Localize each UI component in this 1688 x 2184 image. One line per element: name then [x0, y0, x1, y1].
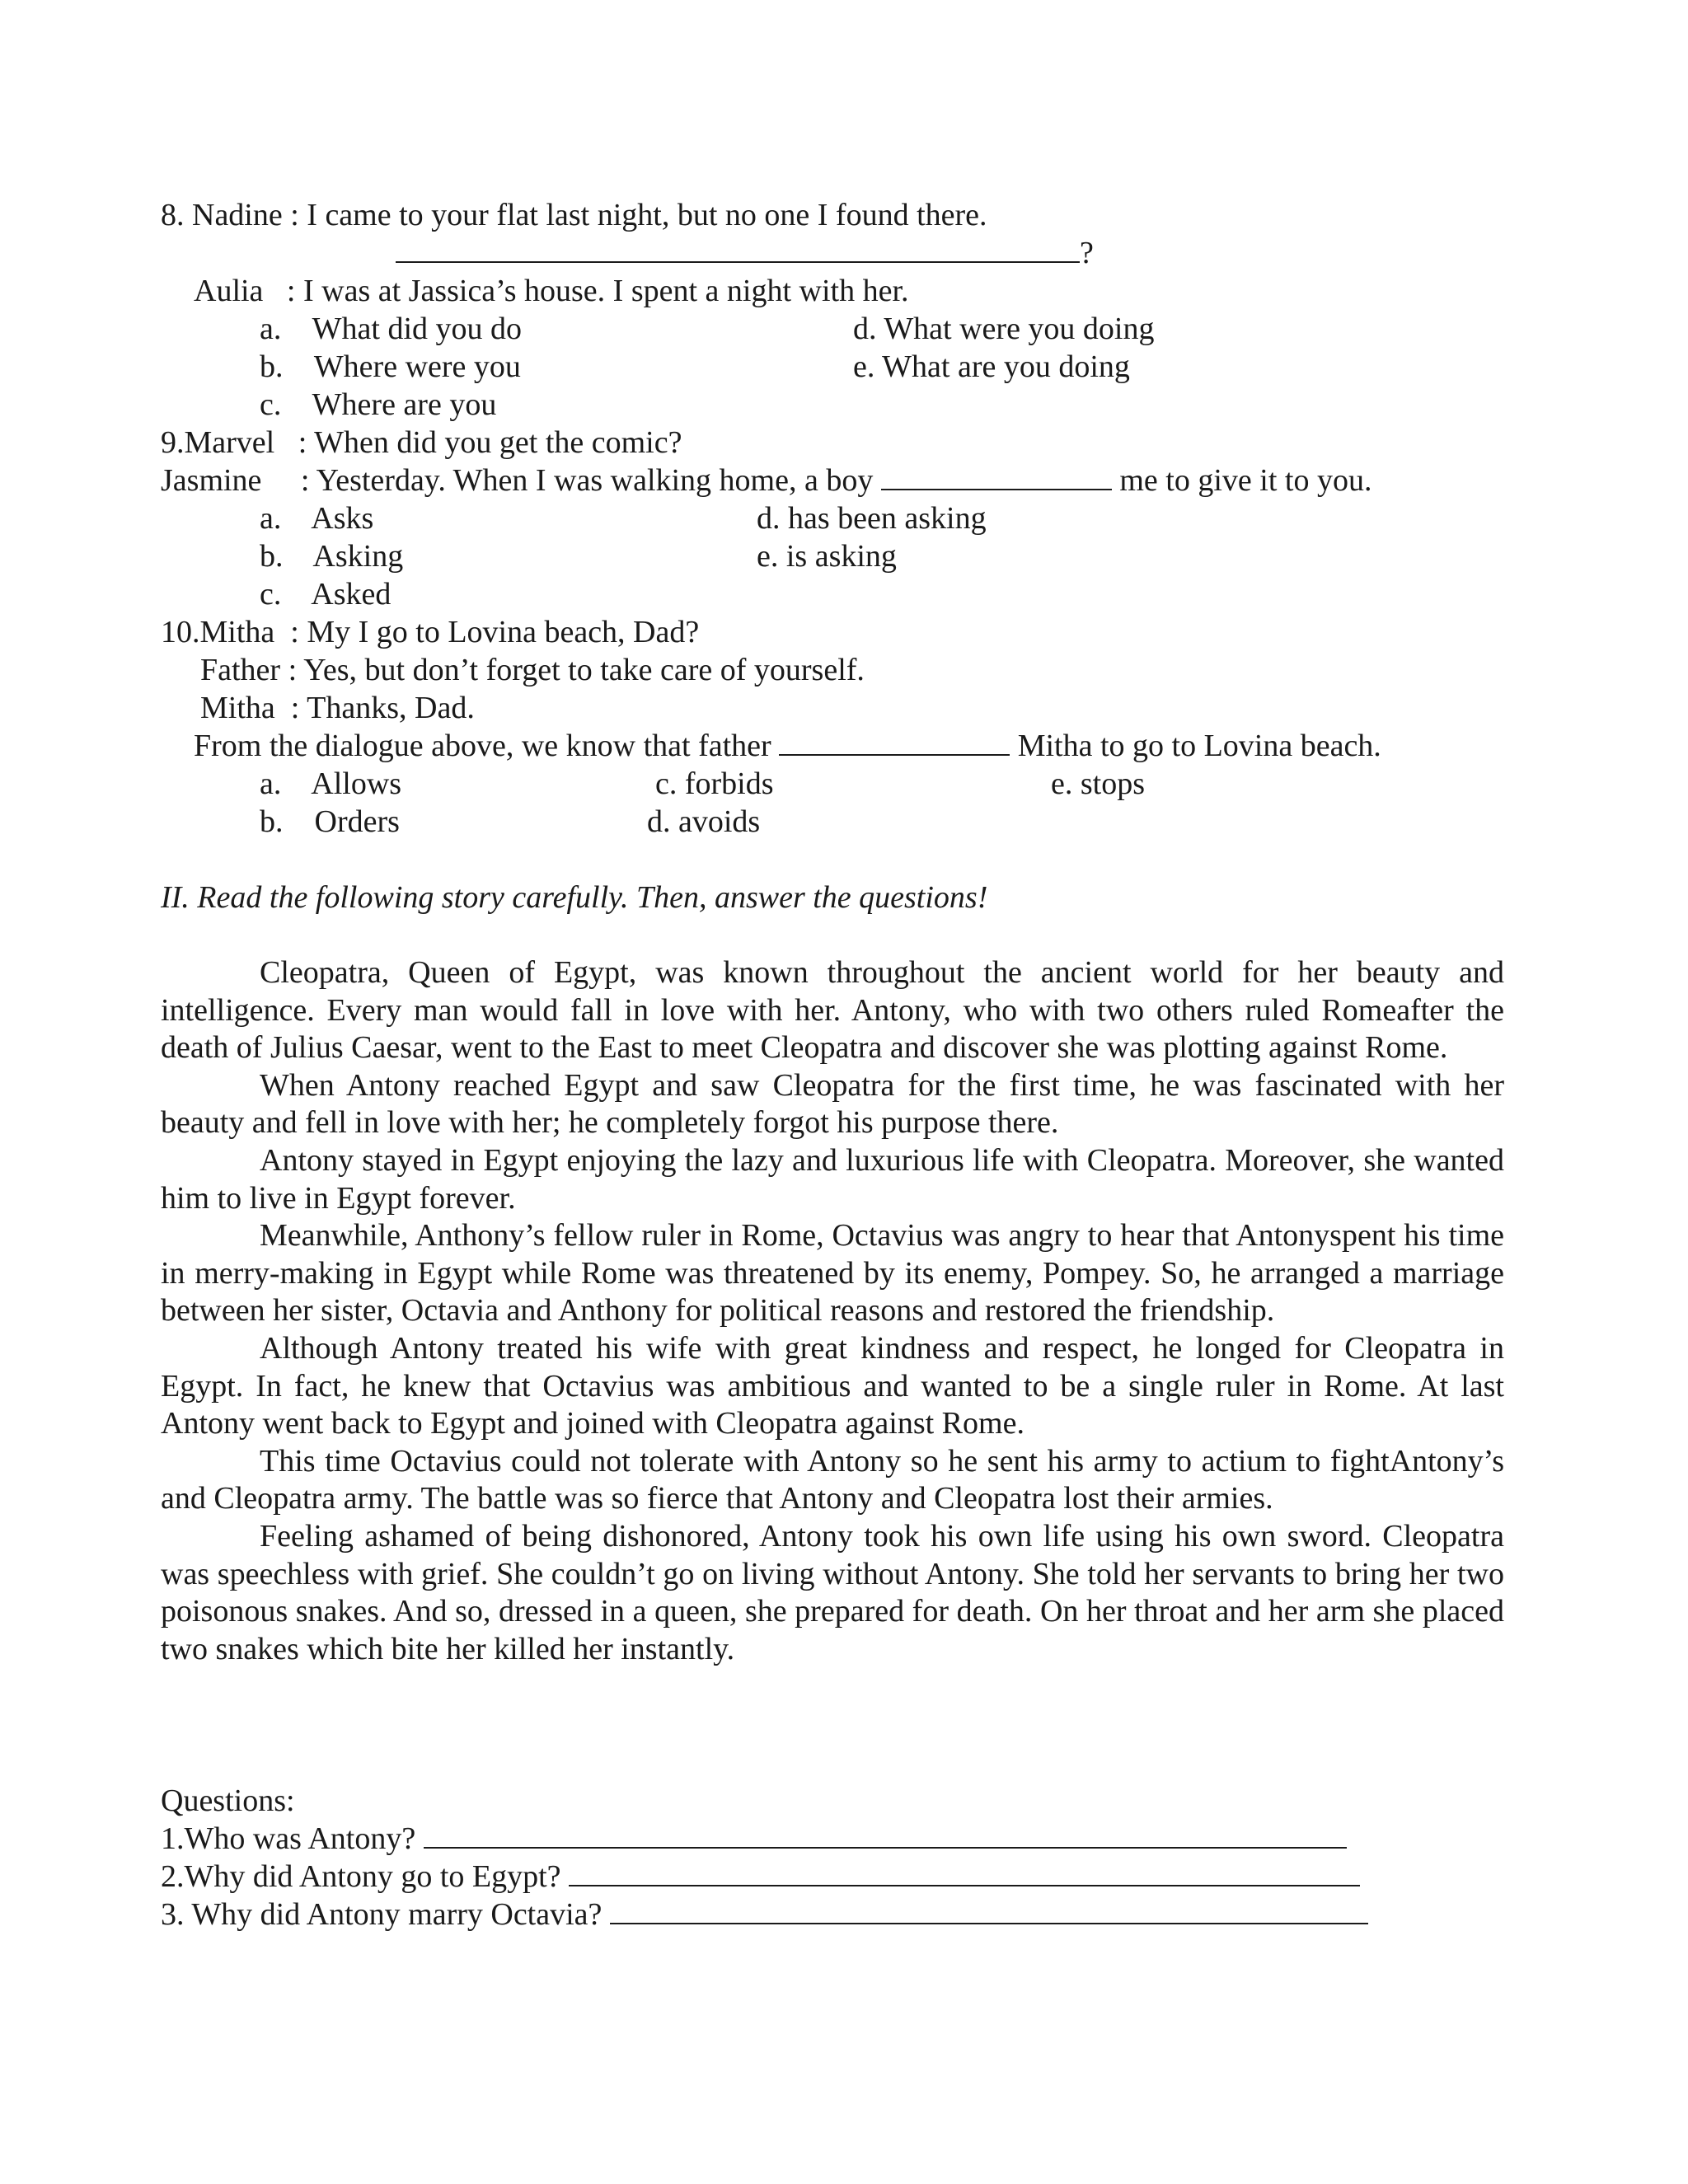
q8-option-b[interactable]: b. Where were you [260, 349, 521, 384]
q10-mitha-thanks-line: Mitha : Thanks, Dad. [200, 691, 475, 725]
question-1 [161, 1820, 1347, 1858]
q9-marvel-line: 9.Marvel : When did you get the comic? [161, 425, 682, 460]
story-paragraph: Although Antony treated his wife with great kindness and respect, he longed for Cleopatra in Egypt. In fact, he knew that Octavius was ambitious and wanted to be a single ruler in Rome. At last Antony went back to Egypt and joined with Cleopatra against Rome. [161, 1330, 1504, 1441]
q9-blank[interactable] [881, 462, 1112, 490]
q10-option-e[interactable]: e. stops [1051, 766, 1145, 801]
q9-jasmine-text-post: me to give it to you. [1111, 463, 1372, 498]
question-2 [161, 1858, 1360, 1896]
q10-option-a[interactable]: a. Allows [260, 766, 402, 801]
question-1-text: 1.Who was Antony? [161, 1821, 424, 1856]
q10-prompt-pre: From the dialogue above, we know that father [194, 729, 780, 763]
story-paragraph: Antony stayed in Egypt enjoying the lazy and luxurious life with Cleopatra. Moreover, she wanted him to live in Egypt forever. [161, 1142, 1504, 1216]
q10-father-line: Father : Yes, but don’t forget to take care of yourself. [200, 653, 865, 687]
story-paragraph: Meanwhile, Anthony’s fellow ruler in Rome, Octavius was angry to hear that Antonyspent his time in merry-making in Egypt while Rome was threatened by its enemy, Pompey. So, he arranged a marriage between her sister, Octavia and Anthony for political reasons and restored the friendship. [161, 1218, 1504, 1329]
question-1-answer-blank[interactable] [424, 1821, 1347, 1849]
q8-answer-line [396, 234, 1094, 272]
q9-option-e[interactable]: e. is asking [757, 539, 897, 574]
q10-option-d[interactable]: d. avoids [647, 804, 761, 839]
q9-option-c[interactable]: c. Asked [260, 577, 392, 612]
q8-option-c[interactable]: c. Where are you [260, 387, 497, 422]
q8-option-a[interactable]: a. What did you do [260, 312, 523, 346]
q8-option-e[interactable]: e. What are you doing [853, 349, 1130, 384]
q10-option-b[interactable]: b. Orders [260, 804, 400, 839]
q9-option-a[interactable]: a. Asks [260, 501, 374, 536]
q10-mitha-line: 10.Mitha : My I go to Lovina beach, Dad? [161, 615, 700, 649]
question-2-answer-blank[interactable] [569, 1858, 1360, 1886]
q10-blank[interactable] [779, 728, 1010, 756]
q9-jasmine-line [161, 462, 1372, 499]
q10-option-c[interactable]: c. forbids [655, 766, 774, 801]
q9-jasmine-text-pre: Jasmine : Yesterday. When I was walking home, a boy [161, 463, 881, 498]
question-3-answer-blank[interactable] [610, 1896, 1368, 1924]
question-3 [161, 1896, 1368, 1933]
story [161, 954, 1504, 1668]
story-paragraph: When Antony reached Egypt and saw Cleopatra for the first time, he was fascinated with her beauty and fell in love with her; he completely forgot his purpose there. [161, 1067, 1504, 1141]
story-paragraph: Cleopatra, Queen of Egypt, was known throughout the ancient world for her beauty and intelligence. Every man would fall in love with her. Antony, who with two others ruled Romeafter the death of Julius Caesar, went to the East to meet Cleopatra and discover she was plotting against Rome. [161, 955, 1504, 1066]
q8-option-d[interactable]: d. What were you doing [853, 312, 1155, 346]
q9-option-d[interactable]: d. has been asking [757, 501, 987, 536]
section-2-heading: II. Read the following story carefully. Then, answer the questions! [161, 880, 988, 915]
q8-question-mark: ? [1080, 236, 1094, 270]
question-2-text: 2.Why did Antony go to Egypt? [161, 1859, 570, 1894]
q8-aulia-line: Aulia : I was at Jassica’s house. I spent a night with her. [194, 274, 909, 308]
question-3-text: 3. Why did Antony marry Octavia? [161, 1897, 610, 1932]
q10-prompt-line [194, 727, 1381, 765]
story-paragraph: Feeling ashamed of being dishonored, Antony took his own life using his own sword. Cleopatra was speechless with grief. She couldn’t go on living without Antony. She told her servants to bring her two poisonous snakes. And so, dressed in a queen, she prepared for death. On her throat and her arm she placed two snakes which bite her killed her instantly. [161, 1518, 1504, 1666]
q8-blank[interactable] [396, 235, 1080, 263]
q10-prompt-post: Mitha to go to Lovina beach. [1010, 729, 1381, 763]
story-paragraph: This time Octavius could not tolerate with Antony so he sent his army to actium to fightAntony’s and Cleopatra army. The battle was so fierce that Antony and Cleopatra lost their armies. [161, 1443, 1504, 1516]
questions-heading: Questions: [161, 1783, 295, 1818]
q8-nadine-line: 8. Nadine : I came to your flat last night, but no one I found there. [161, 198, 987, 232]
q9-option-b[interactable]: b. Asking [260, 539, 404, 574]
